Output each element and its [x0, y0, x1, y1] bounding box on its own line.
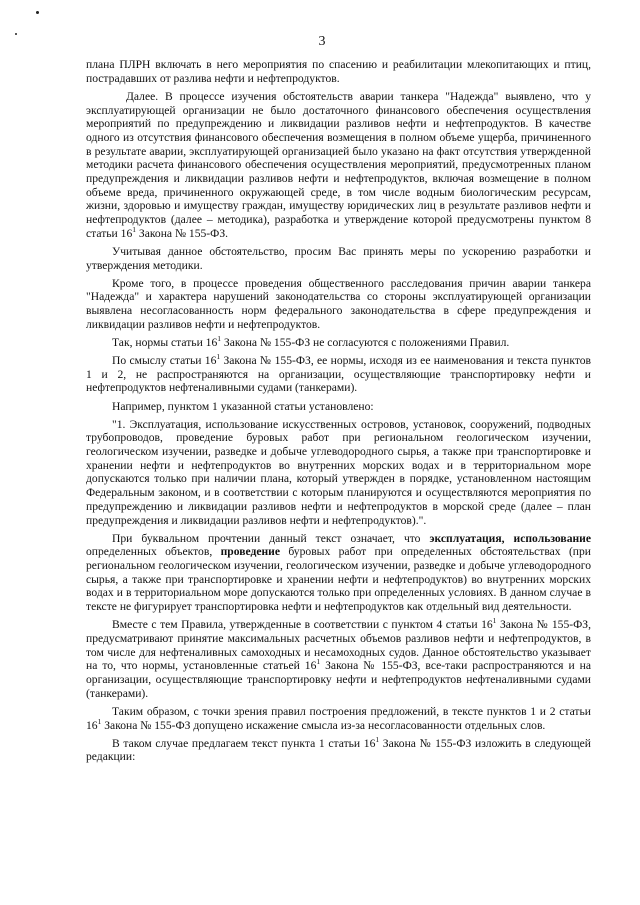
- paragraph-text: Вместе с тем Правила, утвержденные в соответствии с пунктом 4 статьи 16: [112, 618, 493, 632]
- document-body: [86, 58, 591, 768]
- superscript: 1: [492, 616, 497, 626]
- bold-text: эксплуатация, использование: [429, 531, 591, 545]
- paragraph-text: Закона № 155-ФЗ, все-таки распространяются и на организации, осуществляющие транспортировку нефти и нефтепродуктов нефтеналивными судами (танкерами).: [86, 659, 592, 700]
- superscript: 1: [217, 333, 222, 343]
- superscript: 1: [316, 657, 321, 667]
- paragraph-text: Далее. В процессе изучения обстоятельств аварии танкера "Надежда" выявлено, что у эксплуатирующей организации не было достаточного финансового обеспечения осуществления мероприятий по предупреждению и ликвидации разливов нефти и нефтепродуктов. В качестве одного из отсутствия финансового обеспечения возмещения в полном объеме ущерба, причиненного в результате аварии, эксплуатирующей организацией было указано на факт отсутствия утвержденной методики расчета финансового обеспечения осуществления мероприятий, предусмотренных планом предупреждения и ликвидации разливов нефти и нефтепродуктов, включая возмещение в полном объеме вреда, причиненного окружающей среде, в том числе водным биологическим ресурсам, жизни, здоровью и имуществу граждан, имуществу юридических лиц в результате разливов нефти и нефтепродуктов (далее – методика), разработка и утверждение которой предусмотрены пунктом 8 статьи 16: [86, 89, 591, 240]
- paragraph-text: Закона № 155-ФЗ не согласуются с положениями Правил.: [221, 335, 510, 349]
- paragraph: [86, 90, 591, 241]
- paragraph-text: Закона № 155-ФЗ, предусматривают принятие максимальных расчетных объемов разливов нефти и нефтепродуктов, в том числе для нефтеналивных самоходных и несамоходных судов. Данное обстоятельство указывает на то, что нормы, установленные статьей 16: [86, 618, 591, 673]
- paragraph: [86, 618, 591, 700]
- paragraph-text: плана ПЛРН включать в него мероприятия по спасению и реабилитации млекопитающих и птиц, пострадавших от разлива нефти и нефтепродуктов.: [86, 58, 591, 85]
- paragraph-text: Закона № 155-ФЗ, ее нормы, исходя из ее наименования и текста пунктов 1 и 2, не распространяются на организации, осуществляющие транспортировку нефти и нефтепродуктов нефтеналивными судами (танкерами).: [86, 354, 592, 395]
- paragraph-text: буровых работ при определенных обстоятельствах (при региональном геологическом изучении, геологическом изучении, разведке и добыче углеводородного сырья, а также при транспортировке и хранении нефти и нефтепродуктов) во внутренних морских водах и в территориальном море допускаются только при определенных условиях. В данном случае в тексте не фигурирует транспортировка нефти и нефтепродуктов как отдельный вид деятельности.: [86, 545, 592, 614]
- page-number: 3: [318, 34, 326, 49]
- paragraph-text: Закона № 155-ФЗ.: [136, 226, 229, 240]
- scan-speck: [36, 11, 39, 14]
- paragraph-text: определенных объектов,: [86, 545, 221, 559]
- paragraph: [86, 734, 592, 764]
- paragraph: [86, 58, 591, 85]
- quoted-paragraph: [86, 418, 591, 528]
- paragraph-text: По смыслу статьи 16: [112, 354, 217, 368]
- paragraph-text: "1. Эксплуатация, использование искусственных островов, установок, сооружений, подводных трубопроводов, проведение буровых работ при региональном геологическом изучении, геологическом изучении, разведке и добыче углеводородного сырья, а также при транспортировке и хранении нефти и нефтепродуктов во внутренних морских водах и в территориальном море допускаются только при наличии плана, который утвержден в порядке, установленном настоящим Федеральным законом, и в соответствии с которым планируются и осуществляются мероприятия по предупреждению и ликвидации разливов нефти и нефтепродуктов в морской среде (далее – план предупреждения и ликвидации разливов нефти и нефтепродуктов).".: [86, 417, 591, 527]
- superscript: 1: [132, 224, 137, 234]
- bold-text: проведение: [220, 545, 280, 559]
- paragraph: [86, 532, 591, 614]
- superscript: 1: [97, 716, 102, 726]
- paragraph: [86, 333, 591, 350]
- paragraph: [86, 705, 591, 732]
- scan-speck: [15, 33, 17, 35]
- paragraph-text: Кроме того, в процессе проведения общественного расследования причин аварии танкера "Надежда" и характера нарушений законодательства со стороны эксплуатирующей организации выявлена несогласованность норм федерального законодательства в сфере предупреждения и ликвидации разливов нефти и нефтепродуктов.: [86, 276, 591, 331]
- paragraph: [86, 354, 591, 395]
- superscript: 1: [216, 352, 221, 362]
- paragraph-text: Учитывая данное обстоятельство, просим Вас принять меры по ускорению разработки и утверждения методики.: [86, 244, 591, 272]
- paragraph-text: При буквальном прочтении данный текст означает, что: [112, 531, 430, 545]
- paragraph-text: В таком случае предлагаем текст пункта 1 статьи 16: [112, 736, 376, 750]
- paragraph-text: Закона № 155-ФЗ допущено искажение смысла из-за несогласованности отдельных слов.: [101, 718, 546, 732]
- superscript: 1: [375, 734, 380, 744]
- paragraph: [86, 245, 591, 272]
- paragraph: [86, 400, 591, 414]
- paragraph-text: Таким образом, с точки зрения правил построения предложений, в тексте пунктов 1 и 2 статьи 16: [86, 704, 591, 732]
- paragraph: [86, 277, 591, 332]
- paragraph-text: Закона № 155-ФЗ изложить в следующей редакции:: [86, 736, 592, 764]
- paragraph-text: Так, нормы статьи 16: [112, 335, 218, 349]
- paragraph-text: Например, пунктом 1 указанной статьи установлено:: [112, 399, 374, 413]
